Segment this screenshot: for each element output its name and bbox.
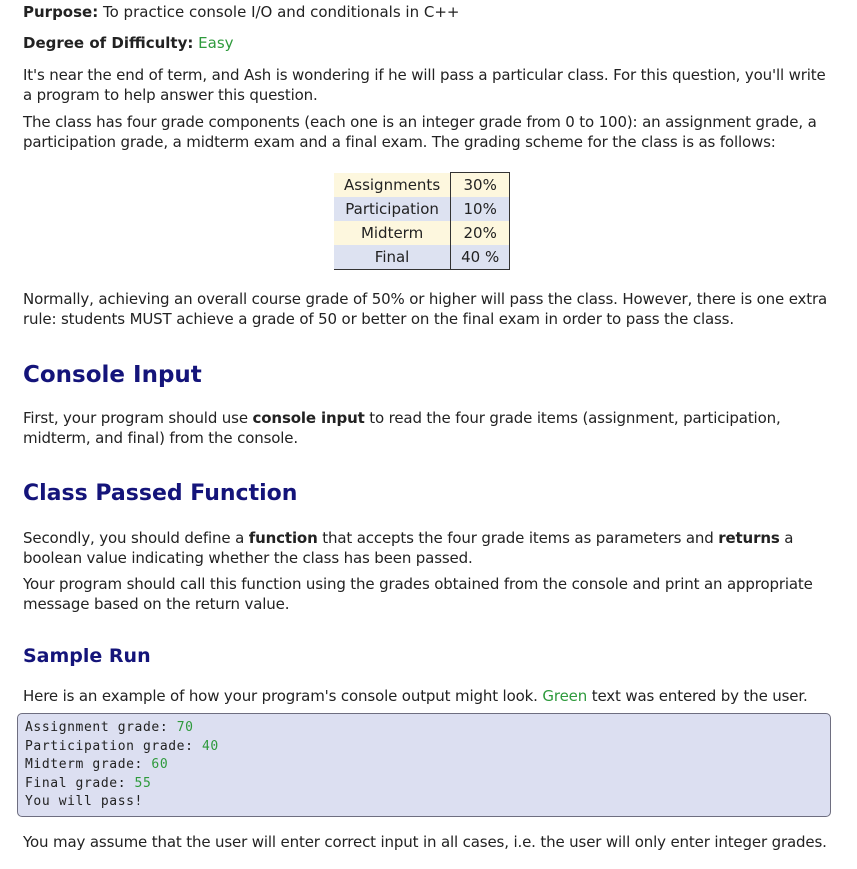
rule-paragraph: Normally, achieving an overall course grade of 50% or higher will pass the class. However, there is one extra rule: students MUST achieve a grade of 50 or better on the final exam in order to pass the class. xyxy=(23,290,828,328)
console-prompt: Midterm grade: xyxy=(25,757,152,772)
console-line xyxy=(25,719,823,738)
component-cell: Midterm xyxy=(334,221,451,245)
class-passed-paragraph-2: Your program should call this function using the grades obtained from the console and print an appropriate message based on the return value. xyxy=(23,575,813,613)
closing-paragraph: You may assume that the user will enter correct input in all cases, i.e. the user will only enter integer grades. xyxy=(23,833,827,851)
console-input-text-before: First, your program should use xyxy=(23,409,253,427)
class-passed-heading: Class Passed Function xyxy=(23,481,298,506)
console-line xyxy=(25,775,823,794)
console-prompt: Final grade: xyxy=(25,775,135,791)
console-user-input: 40 xyxy=(201,738,219,754)
class-passed-text-before: Secondly, you should define a xyxy=(23,529,249,547)
weight-cell: 20% xyxy=(451,221,510,245)
console-prompt: Assignment grade: xyxy=(25,720,177,735)
returns-bold: returns xyxy=(718,529,780,547)
sample-run-heading: Sample Run xyxy=(23,645,151,667)
purpose-label: Purpose: xyxy=(23,3,99,21)
weight-cell: 10% xyxy=(451,197,510,221)
console-line xyxy=(25,756,823,775)
class-passed-text-middle: that accepts the four grade items as parameters and xyxy=(317,529,719,547)
class-passed-paragraph-1 xyxy=(23,528,829,568)
console-prompt: Participation grade: xyxy=(25,738,202,754)
console-input-text-after: to read the four grade items (assignment, participation, midterm, and final) from the console. xyxy=(23,409,781,447)
console-line xyxy=(25,793,823,812)
component-cell: Final xyxy=(334,245,451,270)
intro-paragraph-1: It's near the end of term, and Ash is wondering if he will pass a particular class. For this question, you'll write a program to help answer this question. xyxy=(23,66,826,104)
console-output-box xyxy=(17,713,831,817)
console-input-heading: Console Input xyxy=(23,362,202,388)
table-row xyxy=(334,245,510,270)
difficulty-line xyxy=(23,33,234,53)
purpose-text: To practice console I/O and conditionals in C++ xyxy=(103,3,460,21)
console-input-bold: console input xyxy=(252,409,365,427)
class-passed-text-after: a boolean value indicating whether the class has been passed. xyxy=(23,529,794,567)
sample-run-intro-after: text was entered by the user. xyxy=(587,687,808,705)
console-input-paragraph xyxy=(23,408,829,448)
table-row xyxy=(334,197,510,221)
weight-cell: 30% xyxy=(451,173,510,198)
grading-scheme-table xyxy=(334,172,510,270)
sample-run-intro xyxy=(23,686,808,706)
function-bold: function xyxy=(248,529,318,547)
console-user-input: 60 xyxy=(151,757,169,772)
difficulty-label: Degree of Difficulty: xyxy=(23,34,194,52)
table-row xyxy=(334,173,510,198)
sample-run-intro-before: Here is an example of how your program's console output might look. xyxy=(23,687,543,705)
sample-run-intro-green: Green xyxy=(542,687,588,705)
intro-paragraph-2: The class has four grade components (each one is an integer grade from 0 to 100): an assignment grade, a participation grade, a midterm exam and a final exam. The grading scheme for the class is as follows: xyxy=(23,113,817,151)
console-user-input: 55 xyxy=(134,775,152,791)
purpose-line xyxy=(23,2,459,22)
difficulty-value: Easy xyxy=(198,34,234,52)
console-user-input: 70 xyxy=(176,720,194,735)
console-line xyxy=(25,738,823,757)
table-row xyxy=(334,221,510,245)
weight-cell: 40 % xyxy=(451,245,510,270)
component-cell: Assignments xyxy=(334,173,451,198)
console-output-message: You will pass! xyxy=(25,794,143,809)
component-cell: Participation xyxy=(334,197,451,221)
